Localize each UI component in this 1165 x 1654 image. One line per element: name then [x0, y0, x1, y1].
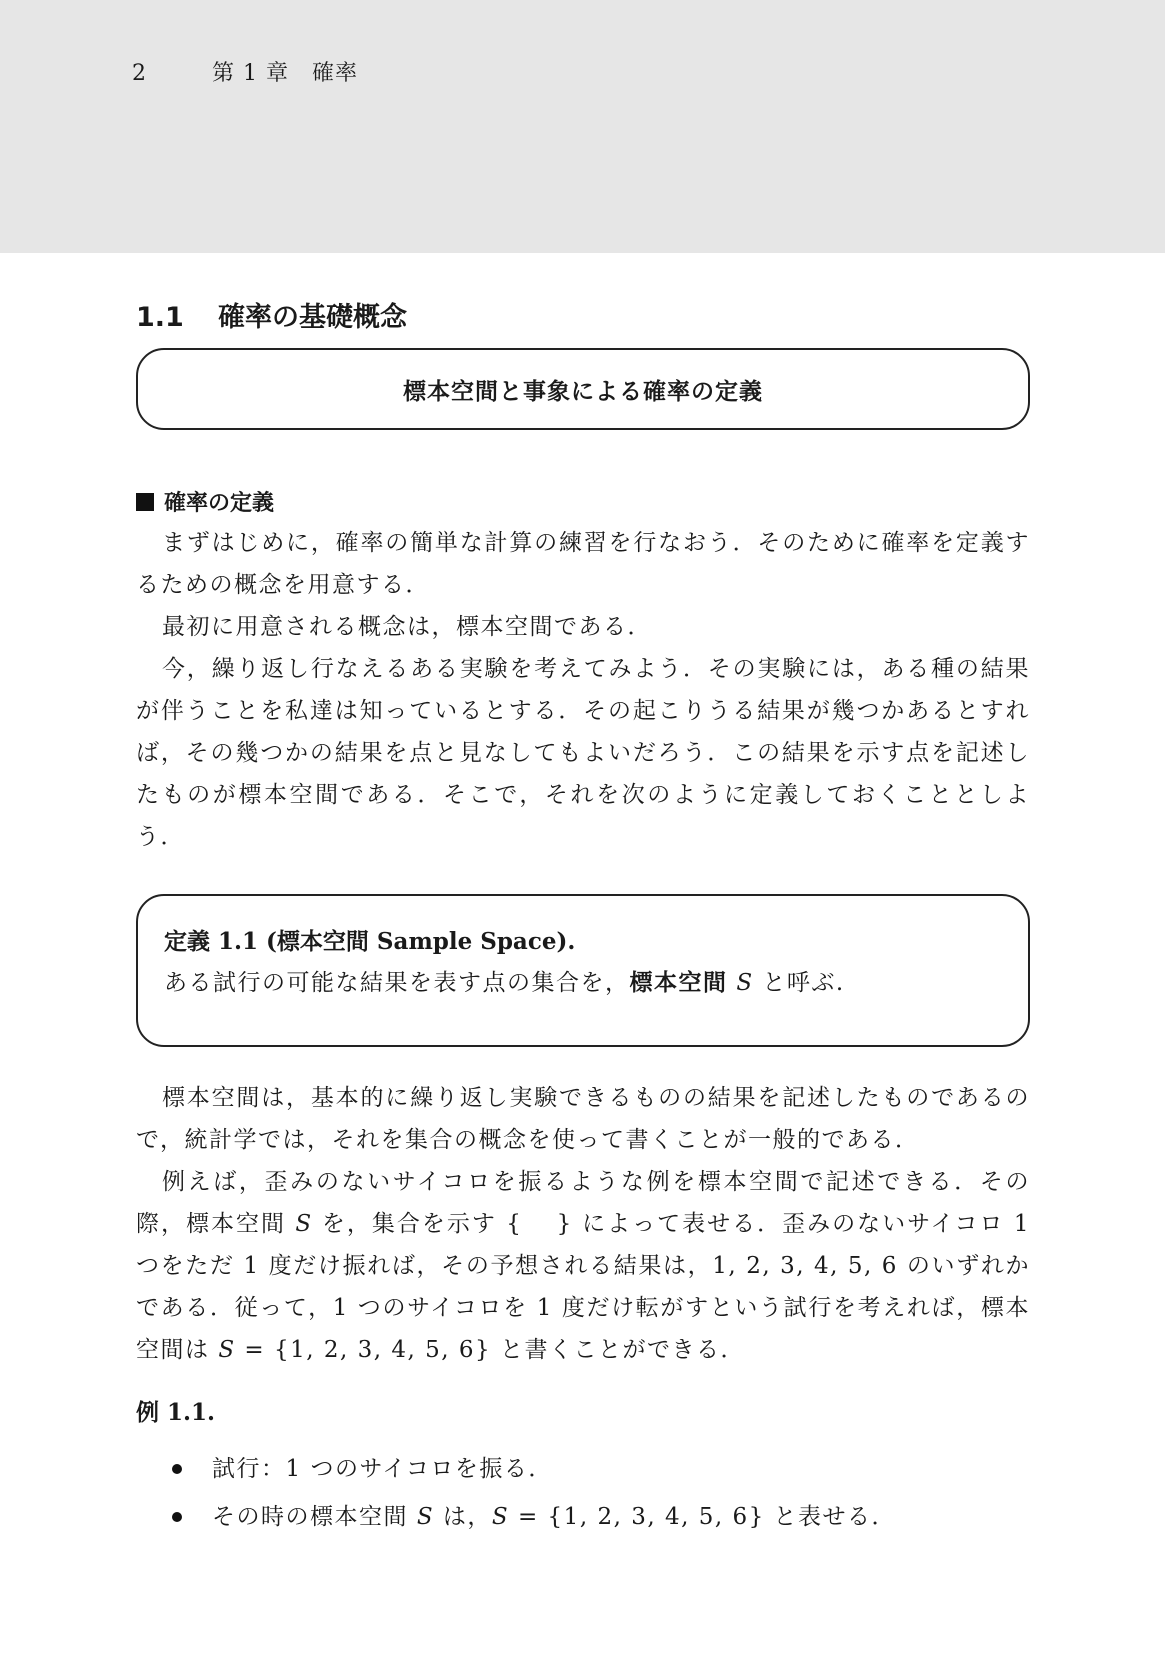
paragraph-1: まずはじめに，確率の簡単な計算の練習を行なおう．そのために確率を定義するための概念を用意する． — [136, 530, 1030, 598]
symbol-s-item-eq: S — [491, 1504, 510, 1530]
definition-text-after: と呼ぶ. — [753, 970, 845, 996]
list-item — [172, 1493, 1030, 1541]
topic-box-label: 標本空間と事象による確率の定義 — [403, 378, 763, 405]
section-title — [136, 296, 1030, 340]
subheading — [136, 486, 1030, 522]
page-content — [136, 296, 1030, 1541]
symbol-s-eq: S — [218, 1337, 236, 1363]
paragraph-5 — [136, 1161, 1030, 1371]
list-item — [172, 1445, 1030, 1493]
paragraph-4: 標本空間は，基本的に繰り返し実験できるものの結果を記述したものであるので，統計学では，それを集合の概念を使って書くことが一般的である． — [136, 1085, 1031, 1153]
bullet-icon — [172, 1512, 182, 1522]
definition-box — [136, 894, 1030, 1047]
example-item-2-eq: = {1, 2, 3, 4, 5, 6} — [509, 1504, 765, 1530]
definition-text — [164, 962, 1002, 1004]
example-item-2-a: その時の標本空間 — [212, 1504, 417, 1530]
running-head — [132, 56, 358, 87]
section-name: 確率の基礎概念 — [218, 302, 407, 333]
paragraph-3: 今，繰り返し行なえるある実験を考えてみよう．その実験には，ある種の結果が伴うことを私達は知っているとする．その起こりうる結果が幾つかあるとすれば，その幾つかの結果を点と見なしてもよいだろう．この結果を示す点を記述したものが標本空間である．そこで，それを次のように定義しておくこととしよう． — [136, 656, 1031, 850]
example-title — [136, 1389, 1030, 1437]
definition-term: 標本空間 — [629, 970, 728, 996]
definition-number: 1.1 — [218, 928, 259, 955]
example-item-2-c: と表せる． — [764, 1504, 897, 1530]
paragraph-5-c: と書くことができる． — [491, 1337, 745, 1363]
topic-box — [136, 348, 1030, 430]
paragraph-5-a: 例えば，歪みのないサイコロを振るような例を標本空間で記述できる．その際，標本空間 — [136, 1169, 1030, 1237]
paragraph-5-b: を，集合を示す { } によって表せる．歪みのないサイコロ 1 つをただ 1 度だけ振れば，その予想される結果は，1, 2, 3, 4, 5, 6 のいずれかである．従って，1 つのサイコロを 1 度だけ転がすという試行を考えれば，標本空間は — [136, 1211, 1030, 1363]
bullet-icon — [172, 1464, 182, 1474]
symbol-s: S — [295, 1211, 313, 1237]
definition-label: 定義 — [164, 929, 210, 955]
example-number: 1.1. — [167, 1399, 216, 1426]
symbol-s-item: S — [416, 1504, 435, 1530]
header-band — [0, 0, 1165, 253]
definition-text-before: ある試行の可能な結果を表す点の集合を， — [164, 970, 630, 996]
example-item-2-b: は， — [434, 1504, 492, 1530]
chapter-title: 第 1 章 確率 — [212, 61, 358, 86]
example-item-1: 試行：1 つのサイコロを振る． — [212, 1456, 553, 1482]
page-number: 2 — [132, 61, 147, 86]
black-square-icon — [136, 493, 154, 511]
body-after-definition — [136, 1077, 1030, 1371]
definition-title — [164, 922, 1002, 962]
paragraph-2: 最初に用意される概念は，標本空間である． — [162, 614, 652, 640]
definition-name-en: Sample Space). — [368, 928, 576, 955]
definition-paren: ( — [258, 928, 277, 955]
definition-symbol: S — [736, 970, 754, 996]
sample-space-equation: = {1, 2, 3, 4, 5, 6} — [235, 1337, 492, 1363]
section-number: 1.1 — [136, 302, 184, 333]
example-label: 例 — [136, 1400, 159, 1426]
example-list — [136, 1445, 1030, 1541]
subheading-label: 確率の定義 — [164, 491, 275, 516]
definition-name-jp: 標本空間 — [276, 929, 369, 955]
